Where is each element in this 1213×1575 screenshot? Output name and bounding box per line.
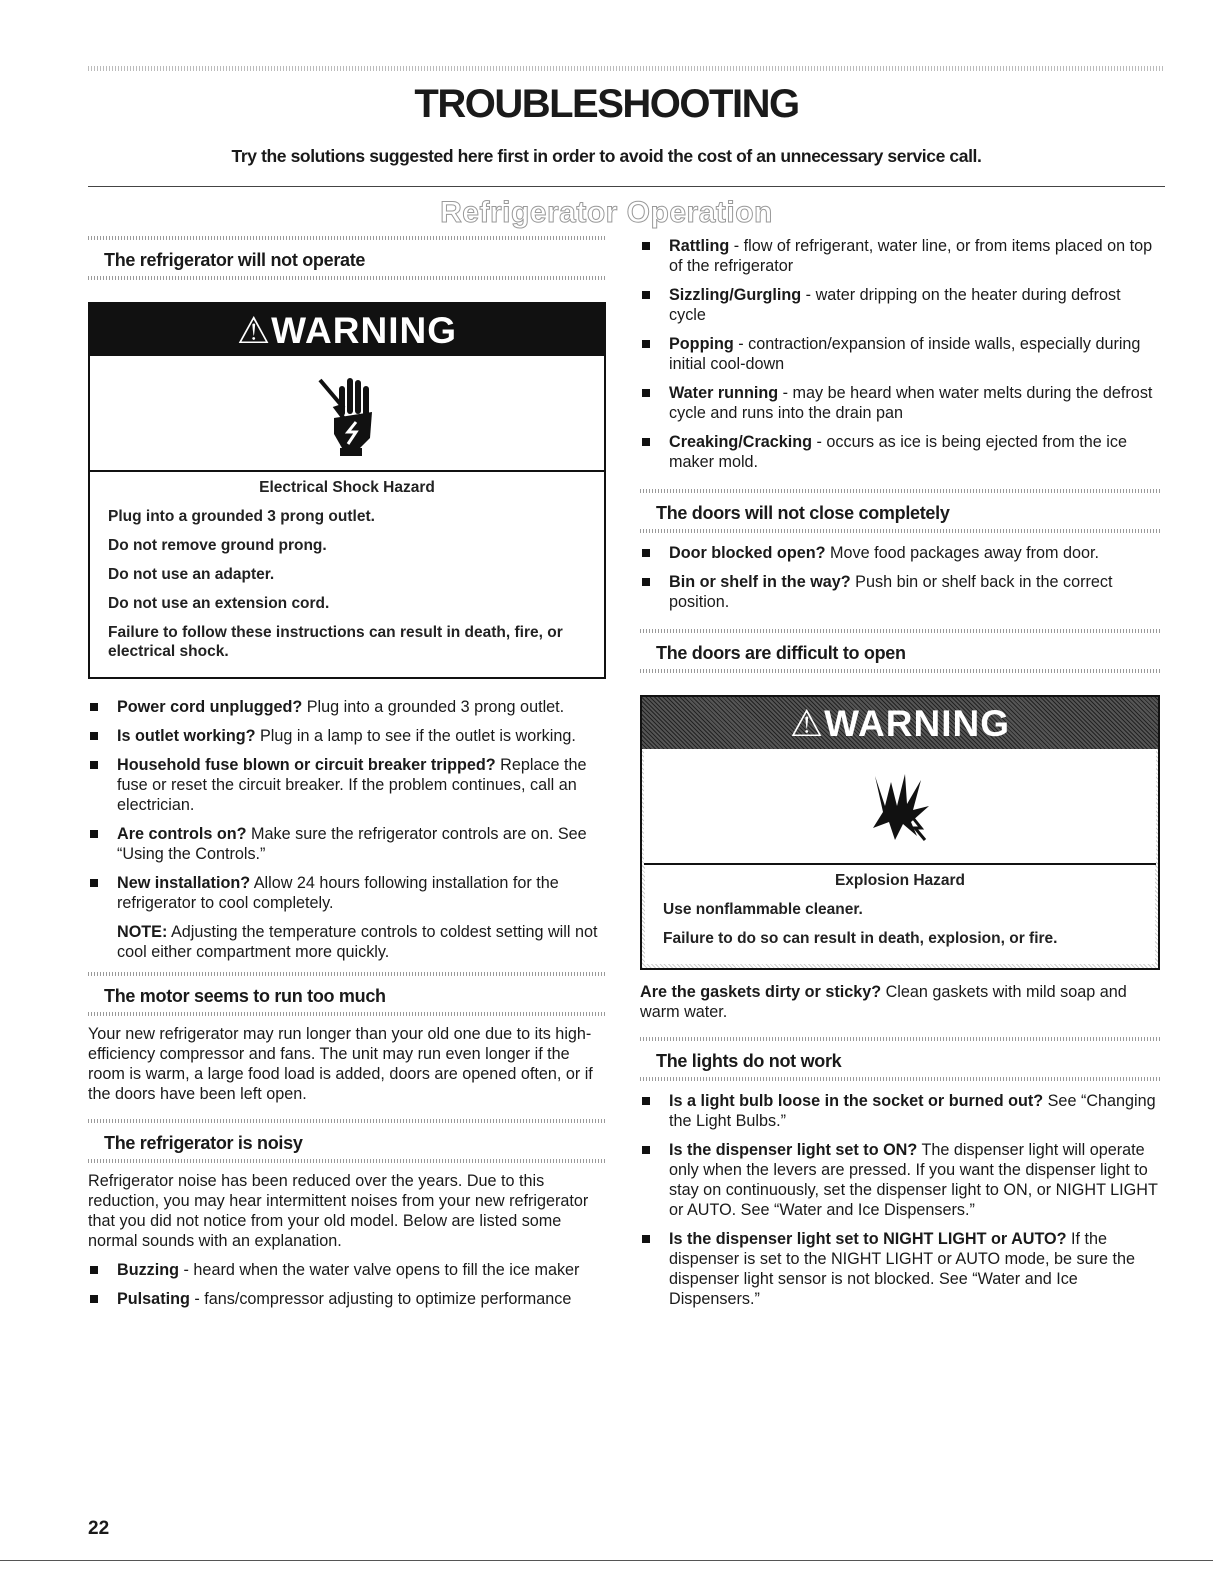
header-rule [88,186,1165,187]
noisy-text: Refrigerator noise has been reduced over the years. Due to this reduction, you may hear intermittent noises from your new refrigerator that you did not notice from your old model. Below are listed some normal sounds with an explanation. [88,1172,589,1250]
list-item: Door blocked open? Move food packages away from door. [640,543,1160,563]
note: NOTE: Adjusting the temperature controls to coldest setting will not cool either compartment more quickly. [117,923,598,961]
list-item: Buzzing - heard when the water valve opens to fill the ice maker [88,1260,606,1280]
list-item: Is a light bulb loose in the socket or burned out? See “Changing the Light Bulbs.” [640,1091,1160,1131]
electrical-shock-hand-icon [90,356,604,472]
warning-text: Electrical Shock Hazard Plug into a grounded 3 prong outlet. Do not remove ground prong. Do not use an adapter. Do not use an extension cord. Failure to follow these instructions can result in death, fire, or electrical shock. [90,472,604,677]
list-item: Power cord unplugged? Plug into a grounded 3 prong outlet. [88,697,606,717]
list-item: Popping - contraction/expansion of inside walls, especially during initial cool-down [640,334,1160,374]
list-item: Are controls on? Make sure the refrigerator controls are on. See “Using the Controls.” [88,824,606,864]
doors-close-list [640,543,1160,612]
list-item: Pulsating - fans/compressor adjusting to optimize performance [88,1289,606,1309]
page-subtitle: Try the solutions suggested here first in order to avoid the cost of an unnecessary service call. [231,146,982,166]
section-title: Refrigerator Operation [440,196,773,229]
heading-noisy: The refrigerator is noisy [88,1119,606,1163]
gasket-text: Are the gaskets dirty or sticky? Clean gaskets with mild soap and warm water. [640,983,1127,1021]
warning-banner: ⚠WARNING [642,697,1158,749]
page-number: 22 [88,1518,110,1539]
list-item: Bin or shelf in the way? Push bin or shelf back in the correct position. [640,572,1160,612]
list-item: New installation? Allow 24 hours following installation for the refrigerator to cool completely. [88,873,606,913]
list-item: Is the dispenser light set to ON? The dispenser light will operate only when the levers are pressed. If you want the dispenser light to stay on continuously, set the dispenser light to ON, or NIGHT LIGHT or AUTO. See “Water and Ice Dispensers.” [640,1140,1160,1220]
lights-list [640,1091,1160,1309]
heading-doors-open: The doors are difficult to open [640,629,1160,673]
warning-box-explosion [640,695,1160,970]
noisy-list-right [640,236,1160,472]
bottom-rule [0,1560,1213,1561]
warning-box-electrical [88,302,606,679]
page-title: TROUBLESHOOTING [414,82,799,126]
left-column [88,236,606,1318]
right-column [640,236,1160,1318]
explosion-icon [644,749,1156,865]
heading-doors-close: The doors will not close completely [640,489,1160,533]
heading-not-operate: The refrigerator will not operate [88,236,606,280]
heading-lights: The lights do not work [640,1037,1160,1081]
motor-text: Your new refrigerator may run longer than your old one due to its high-efficiency compressor and fans. The unit may run even longer if the room is warm, a large food load is added, doors are opened often, or if the doors have been left open. [88,1025,593,1103]
list-item: Is the dispenser light set to NIGHT LIGHT or AUTO? If the dispenser is set to the NIGHT LIGHT or AUTO mode, be sure the dispenser light sensor is not blocked. See “Water and Ice Dispensers.” [640,1229,1160,1309]
warning-text: Explosion Hazard Use nonflammable cleaner. Failure to do so can result in death, explosion, or fire. [645,865,1155,964]
list-item: Sizzling/Gurgling - water dripping on the heater during defrost cycle [640,285,1160,325]
top-dotted-rule [88,66,1165,71]
heading-motor: The motor seems to run too much [88,972,606,1016]
noisy-list-left [88,1260,606,1309]
list-item: Is outlet working? Plug in a lamp to see if the outlet is working. [88,726,606,746]
list-item: Rattling - flow of refrigerant, water line, or from items placed on top of the refrigerator [640,236,1160,276]
list-item: Creaking/Cracking - occurs as ice is being ejected from the ice maker mold. [640,432,1160,472]
list-item: Household fuse blown or circuit breaker tripped? Replace the fuse or reset the circuit breaker. If the problem continues, call an electrician. [88,755,606,815]
warning-banner: ⚠WARNING [90,304,604,356]
not-operate-list [88,697,606,913]
hazard-title: Explosion Hazard [834,872,966,889]
list-item: Water running - may be heard when water melts during the defrost cycle and runs into the drain pan [640,383,1160,423]
hazard-title: Electrical Shock Hazard [259,479,435,496]
